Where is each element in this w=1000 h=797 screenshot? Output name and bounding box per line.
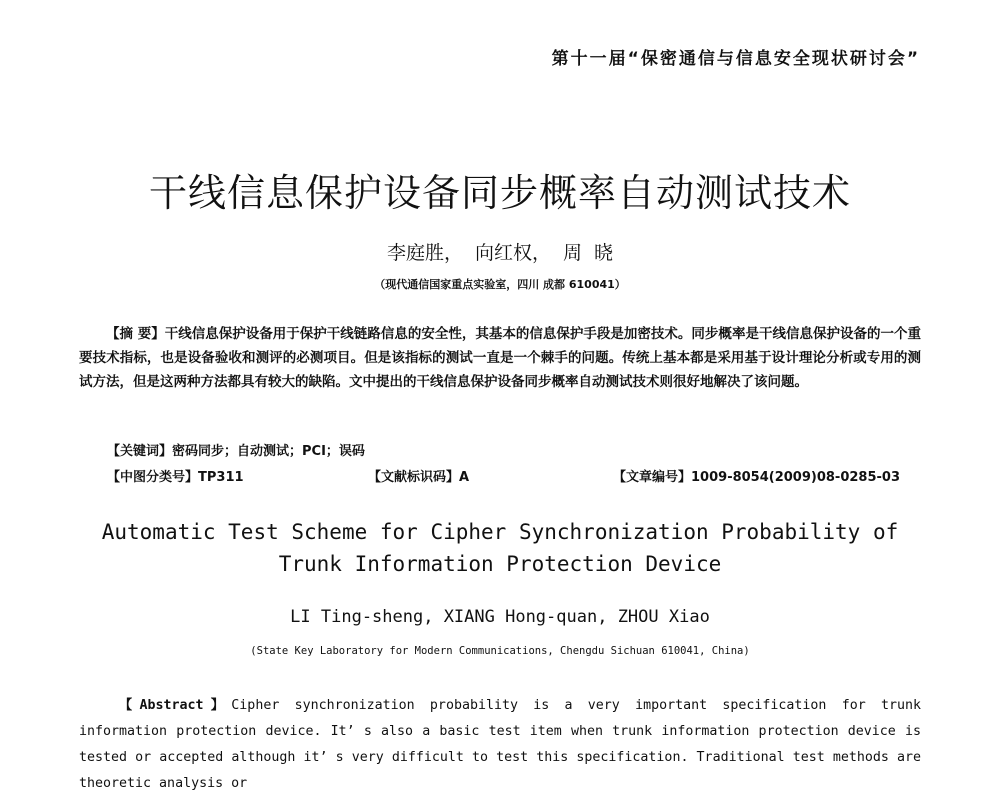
abstract-english: [79, 693, 921, 797]
document-code-label: 【文献标识码】: [368, 470, 460, 485]
keywords-chinese: [107, 440, 365, 459]
abstract-chinese-text: 干线信息保护设备用于保护干线链路信息的安全性，其基本的信息保护手段是加密技术。同步概率是干线信息保护设备的一个重要技术指标，也是设备验收和测评的必测项目。但是该指标的测试一直是一个棘手的问题。传统上基本都是采用基于设计理论分析或专用的测试方法，但是这两种方法都具有较大的缺陷。文中提出的干线信息保护设备同步概率自动测试技术则很好地解决了该问题。: [79, 326, 922, 390]
affiliation-english: (State Key Laboratory for Modern Communications, Chengdu Sichuan 610041, China): [250, 645, 750, 657]
keywords-text: 密码同步；自动测试；PCI；误码: [172, 444, 365, 459]
article-number-label: 【文章编号】: [613, 470, 692, 485]
clc-number: [107, 466, 244, 485]
article-number: [613, 466, 900, 485]
clc-label: 【中图分类号】: [107, 470, 199, 485]
abstract-chinese: [79, 322, 921, 394]
clc-value: TP311: [198, 470, 244, 485]
title-chinese: 干线信息保护设备同步概率自动测试技术: [148, 171, 851, 215]
authors-english: LI Ting-sheng, XIANG Hong-quan, ZHOU Xiao: [290, 607, 710, 627]
authors-chinese: 李庭胜， 向红权， 周 晓: [386, 242, 614, 264]
article-number-value: 1009-8054(2009)08-0285-03: [691, 470, 900, 485]
keywords-label: 【关键词】: [107, 444, 173, 459]
abstract-english-text: Cipher synchronization probability is a very important specification for trunk information protection device. It’ s also a basic test item when trunk information protection device is tested or accepted although it’ s very difficult to test this specification. Traditional test methods are theoretic analysis or: [79, 698, 922, 791]
document-code: [368, 466, 469, 485]
title-english-line-1: Automatic Test Scheme for Cipher Synchronization Probability of: [101, 520, 899, 544]
abstract-english-label: 【Abstract】: [118, 698, 232, 713]
title-english: [0, 516, 1000, 580]
document-code-value: A: [459, 470, 470, 485]
conference-header: 第十一届“保密通信与信息安全现状研讨会”: [551, 49, 920, 69]
abstract-chinese-label: 【摘 要】: [106, 326, 165, 342]
title-english-line-2: Trunk Information Protection Device: [278, 552, 722, 576]
affiliation-chinese: （现代通信国家重点实验室，四川 成都 610041）: [374, 278, 626, 291]
